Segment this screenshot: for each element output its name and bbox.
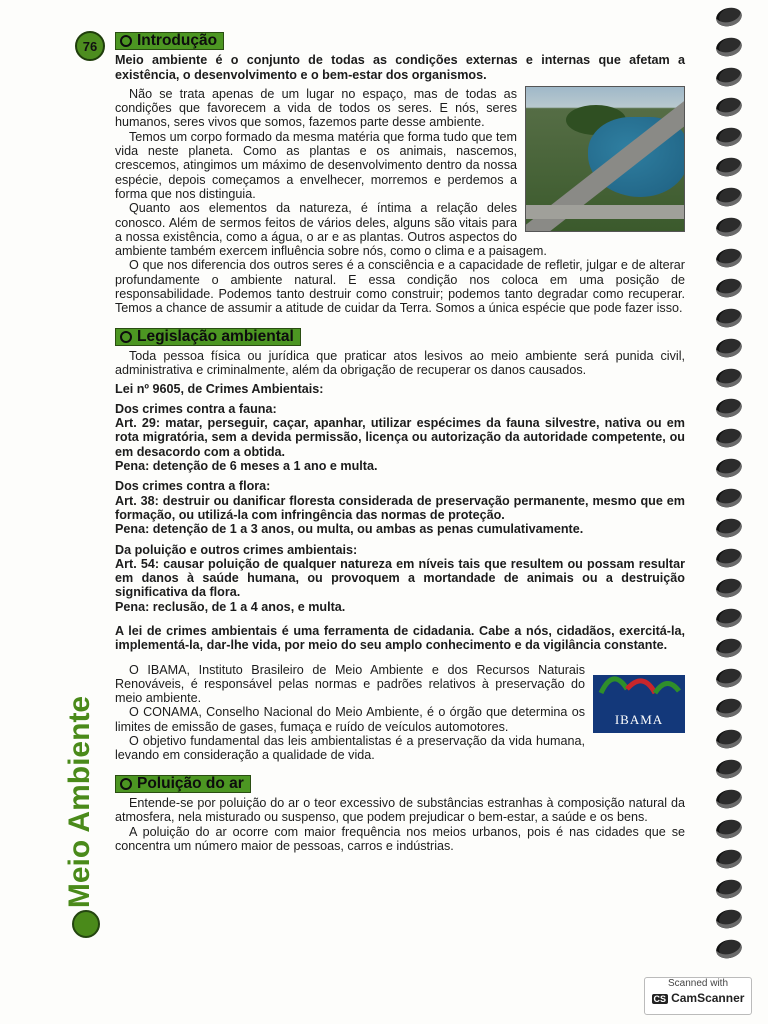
air-paragraph: A poluição do ar ocorre com maior frequência nos meios urbanos, pois é nas cidades que se concentra um número maior de pessoas, carros e indústrias. <box>115 824 685 853</box>
ibama-logo-text: IBAMA <box>614 711 664 727</box>
intro-paragraph: O que nos diferencia dos outros seres é a consciência e a capacidade de refletir, julgar e de alterar profundamente o ambiente natural. E essa condição nos coloca em uma posição de responsabilidade. Podemos tanto destruir como construir; podemos tanto degradar como recuperar. Temos a chance de assumir a atitude de cuidar da Terra. Somos a única espécie que pode fazer isso. <box>115 258 685 316</box>
pollution-article: Art. 54: causar poluição de qualquer natureza em níveis tais que resultem ou possam resultar em danos à saúde humana, ou provoquem a mortandade de animais ou a destruição significativa da flora. <box>115 556 685 600</box>
air-paragraph: Entende-se por poluição do ar o teor excessivo de substâncias estranhas à composição natural da atmosfera, nela misturado ou suspenso, que podem prejudicar o bem-estar, a saúde e os bens. <box>115 795 685 825</box>
fauna-article: Art. 29: matar, perseguir, caçar, apanhar, utilizar espécimes da fauna silvestre, nativa ou em rota migratória, sem a devida permissão, licença ou autorização da autoridade competente, ou em desacordo com a obtida. <box>115 416 685 459</box>
intro-definition: Meio ambiente é o conjunto de todas as condições externas e internas que afetam a existência, o desenvolvimento e o bem-estar dos organismos. <box>115 53 685 82</box>
scanner-badge: CS <box>653 994 667 1004</box>
fauna-title: Dos crimes contra a fauna: <box>115 401 277 416</box>
scanner-watermark <box>644 977 752 1015</box>
intro-paragraph: Temos um corpo formado da mesma matéria que forma tudo que tem vida neste planeta. Como as plantas e os animais, nascemos, crescemos, atingimos um máximo de desenvolvimento dentro da nossa espécie, depois começamos a envelhecer, morremos e perdemos a forma que nos distinguia. <box>115 129 517 201</box>
section-heading-intro: Introdução <box>115 32 224 50</box>
intro-paragraph: Não se trata apenas de um lugar no espaço, mas de todas as condições que favorecem a vida de todos os seres. E nós, seres humanos, seres vivos que somos, fazemos parte desse ambiente. <box>115 86 517 130</box>
flora-penalty: Pena: detenção de 1 a 3 anos, ou multa, ou ambas as penas cumulativamente. <box>115 522 584 537</box>
pollution-title: Da poluição e outros crimes ambientais: <box>115 542 358 557</box>
chapter-title: Meio Ambiente <box>63 695 96 909</box>
page-number: 76 <box>75 31 105 61</box>
chapter-bullet-icon <box>72 910 100 938</box>
main-content <box>115 32 685 853</box>
spiral-binding <box>716 8 746 958</box>
legislation-intro: Toda pessoa física ou jurídica que praticar atos lesivos ao meio ambiente será punida civil, administrativa e criminalmente, além da obrigação de recuperar os danos causados. <box>115 348 685 378</box>
fauna-block <box>115 402 685 473</box>
flora-block <box>115 479 685 536</box>
pollution-penalty: Pena: reclusão, de 1 a 4 anos, e multa. <box>115 599 346 614</box>
section-heading-legislation: Legislação ambiental <box>115 328 301 346</box>
bullet-icon <box>120 35 132 47</box>
flora-article: Art. 38: destruir ou danificar floresta considerada de preservação permanente, mesmo que em formação, ou utilizá-la com infringência das normas de proteção. <box>115 493 685 522</box>
section-heading-air: Poluição do ar <box>115 775 251 793</box>
citizenship-note: A lei de crimes ambientais é uma ferramenta de cidadania. Cabe a nós, cidadãos, exercitá-la, implementá-la, dar-lhe vida, por meio do seu amplo conhecimento e da vigilância constante. <box>115 623 685 653</box>
conama-text: O CONAMA, Conselho Nacional do Meio Ambiente, é o órgão que determina os limites de emissão de gases, fumaça e ruído de veículos automotores. <box>115 705 585 734</box>
scanner-brand: CamScanner <box>671 991 745 1005</box>
flora-title: Dos crimes contra a flora: <box>115 479 271 494</box>
chapter-sidebar <box>58 670 108 940</box>
ibama-logo <box>593 663 685 733</box>
intro-paragraph: Quanto aos elementos da natureza, é íntima a relação deles conosco. Além de sermos feitos de vários deles, alguns são vitais para a nossa existência, como a água, o ar e as plantas. Outros aspectos do ambiente também exercem influência sobre nós, como o clima e a paisagem. <box>115 201 547 259</box>
fauna-penalty: Pena: detenção de 6 meses a 1 ano e multa. <box>115 459 378 474</box>
bullet-icon <box>120 331 132 343</box>
scanner-line: Scanned with <box>667 978 729 989</box>
law-title: Lei nº 9605, de Crimes Ambientais: <box>115 381 324 396</box>
pollution-block <box>115 543 685 614</box>
bullet-icon <box>120 778 132 790</box>
ibama-text: O IBAMA, Instituto Brasileiro de Meio Ambiente e dos Recursos Naturais Renováveis, é responsável pelas normas e padrões relativos à preservação do meio ambiente. <box>115 662 585 706</box>
objective-text: O objetivo fundamental das leis ambientalistas é a preservação da vida humana, levando em consideração a qualidade de vida. <box>115 734 585 763</box>
ibama-emblem-icon <box>593 663 685 713</box>
landscape-photo <box>525 86 685 232</box>
